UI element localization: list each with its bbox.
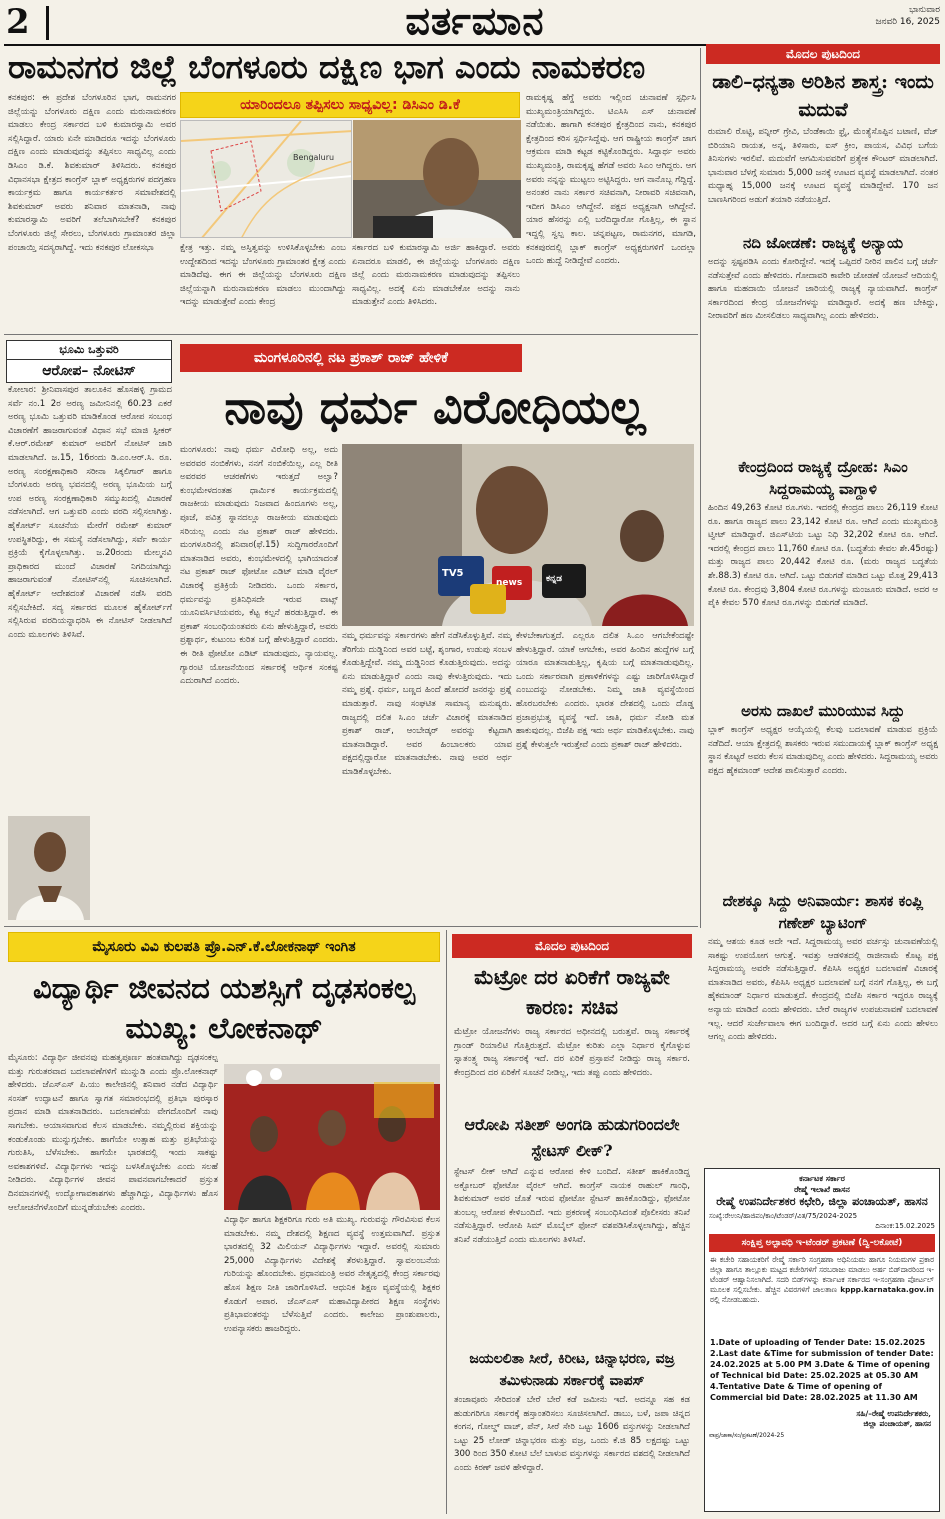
tender-dates: 1.Date of uploading of Tender Date: 15.02.2025 2.Last date &Time for submission of tender Date: 24.02.2025 at 5.00 PM 3.Date & Time of opening of Technical bid Date: 25.02.2025 at 05.30 AM 4.Tentative Date & Time of opening of Commercial bid Date: 28.02.2025 at 11.30 AM xyxy=(710,1338,934,1402)
right-body-2: ಅದನ್ನು ಸ್ಪಷ್ಟಪಡಿಸಿ ಎಂದು ಕೋರಿದ್ದೇನೆ. ಇದಕ್ಕೆ ಒಪ್ಪಿದರೆ ನೀರಿನ ಪಾಲಿನ ಬಗ್ಗೆ ಚರ್ಚೆ ನಡೆಸುತ್ತೇವೆ ಎಂದು ಹೇಳಿದರು. ಗೋದಾವರಿ ಕಾವೇರಿ ಜೋಡಣೆ ಯೋಜನೆ ಆದಿಯಲ್ಲಿ ಹಾಗೂ ಮಹದಾಯಿ ಯೋಜನೆ ಜಾರಿಯಲ್ಲಿ ರಾಜ್ಯಕ್ಕೆ ನ್ಯಾಯವಾಗಿದೆ. ಕಾಂಗ್ರೆಸ್ ಸರ್ಕಾರದಿಂದ ಕೇಂದ್ರ ಯೋಜನೆಗಳನ್ನು ಮಾಡಿದ್ದಾರೆ. ಅದಕ್ಕೆ ಹಣ ಬೇಕಿದ್ದು, ನೀರಾವರಿಗೆ ಹಣ ಮೀಸಲಿಡಲು ಸಾಧ್ಯವಾಗಿಲ್ಲ ಎಂದು ಹೇಳಿದರು. xyxy=(708,257,938,322)
ramesh-photo-graphic xyxy=(8,816,90,920)
map-city-label: Bengaluru xyxy=(293,153,335,162)
right-body-1: ರುಮಾಲಿ ರೊಟ್ಟಿ, ಪನ್ನೀರ್ ಗ್ರೇವಿ, ಬೆಂಡೆಕಾಯಿ ಫ್ರೈ, ಮೆಂತ್ಯೆಸೊಪ್ಪಿನ ಬಟಾಣಿ, ವೆಜ್ ಬಿರಿಯಾನಿ ರಾಯತ, ಅನ್ನ, ತಿಳಿಸಾರು, ಐಸ್ ಕ್ರೀಂ, ಪಾಯಸ, ವಿವಿಧ ಬಗೆಯ ತಿನಿಸುಗಳು ಇರಲಿವೆ. ಮದುವೆಗೆ ಆಗಮಿಸುವವರಿಗೆ ಪ್ರತ್ಯೇಕ ಕೌಂಟರ್ ಮಾಡಲಾಗಿದೆ. ಭಾನುವಾರ ಬೆಳಗ್ಗೆ ಸುಮಾರು 5,000 ಜನಕ್ಕೆ ಊಟದ ವ್ಯವಸ್ಥೆ ಮಾಡಲಾಗಿದೆ. ನಂತರ ಮಧ್ಯಾಹ್ನ 15,000 ಜನಕ್ಕೆ ಊಟದ ವ್ಯವಸ್ಥೆ ಮಾಡಿದ್ದೇವೆ. 170 ಜನ ಬಾಣಸಿಗರಿಂದ ಅಡುಗೆ ತಯಾರಿ ನಡೆಯುತ್ತಿದೆ. xyxy=(708,127,938,205)
right-banner-box xyxy=(706,44,940,64)
column-divider-2 xyxy=(446,930,447,1514)
district-map xyxy=(180,120,352,238)
tender-site[interactable]: kppp.karnataka.gov.in xyxy=(840,1285,934,1294)
lokanath-kicker-box xyxy=(8,932,440,962)
page-number-divider xyxy=(46,6,49,40)
column-divider xyxy=(700,48,701,928)
left-brief-kicker: ಭೂಮಿ ಒತ್ತುವರಿ xyxy=(7,341,171,360)
tender-signature-1: ಸಹಿ/–ರೇಷ್ಮೆ ಉಪನಿರ್ದೇಶಕರು, xyxy=(856,1409,931,1418)
right-body-4: ಬ್ಲಾಕ್ ಕಾಂಗ್ರೆಸ್ ಅಧ್ಯಕ್ಷರ ಆಯ್ಕೆಯಲ್ಲಿ ಕೆಲವು ಬದಲಾವಣೆ ಮಾಡುವ ಪ್ರಕ್ರಿಯೆ ನಡೆದಿದೆ. ಆಯಾ ಕ್ಷೇತ್ರದಲ್ಲಿ ಶಾಸಕರು ಇರುವ ಸಮುದಾಯಕ್ಕೆ ಬ್ಲಾಕ್ ಕಾಂಗ್ರೆಸ್ ಅಧ್ಯಕ್ಷ ಸ್ಥಾನ ಕೊಟ್ಟರೆ ಅವರು ಕೆಲಸ ಮಾಡುವುದಿಲ್ಲ ಎಂದು ಹೇಳಿದರು. ಸಿದ್ದರಾಮಯ್ಯ ಅವರು ಪಕ್ಷದ ಹೈಕಮಾಂಡ್ ಆದೇಶ ಪಾಲಿಸುತ್ತಾರೆ ಎಂದರು. xyxy=(708,725,938,776)
tender-body-end: ರಲ್ಲಿ ನೋಡಬಹುದು. xyxy=(710,1295,760,1304)
right-sub-3: ಕೇಂದ್ರದಿಂದ ರಾಜ್ಯಕ್ಕೆ ದ್ರೋಹ: ಸಿಎಂ ಸಿದ್ದರಾಮಯ್ಯ ವಾಗ್ದಾಳಿ xyxy=(738,458,908,498)
lokanath-headline: ವಿದ್ಯಾರ್ಥಿ ಜೀವನದ ಯಶಸ್ಸಿಗೆ ದೃಢಸಂಕಲ್ಪ ಮುಖ್ಯ: ಲೋಕನಾಥ್ xyxy=(33,971,415,1045)
metro-banner-box xyxy=(452,934,692,958)
lead-col-4: ರಾಮಕೃಷ್ಣ ಹೆಗ್ಡೆ ಅವರು ಇಲ್ಲಿಂದ ಚುನಾವಣೆ ಸ್ಪರ್ಧಿಸಿ ಮುಖ್ಯಮಂತ್ರಿಯಾಗಿದ್ದರು. ಟಿಎಸಿಸಿ ಎಸ್ ಚುನಾವಣೆ ನಡೆಯಿತು. ಹಾಗಾಗಿ ಕನಕಪುರ ಕ್ಷೇತ್ರದಿಂದ ನಾನು, ಕನಕಪುರ ಕ್ಷೇತ್ರದಿಂದ ಕರಿಸ ಸ್ಪರ್ಧಿಸಿದ್ದೆವು. ಆಗ ರಾಷ್ಟ್ರೀಯ ಕಾಂಗ್ರೆಸ್ ಜಾಗ ಆಕ್ರಮಣ ಮಾಡಿ ಕಟ್ಟಡ ಕಟ್ಟಿಕೊಂಡಿದ್ದರು. ಸಿದ್ದಾರ್ಥ ಅವರು ಮುಖ್ಯಮಂತ್ರಿ, ರಾಮಕೃಷ್ಣ ಹೆಗಡೆ ಅವರು ಸಿಎಂ ಆಗಿದ್ದರು. ಆಗ ಅವರು ನನ್ನನ್ನು ಮುಟ್ಟಲು ಅಟ್ಟಿಸಿದ್ದರು. ಆಗ ನಾನೊಬ್ಬ ಗೆದ್ದಿದ್ದೆ. ಅನಂತರ ನಾನು ಸರ್ಕಾರ ಸಚಿವನಾಗಿ, ನೀರಾವರಿ ಸಚಿವನಾಗಿ, ಇದೀಗ ಡಿಸಿಎಂ ಆಗಿದ್ದೇನೆ. ಪಕ್ಷದ ಅಧ್ಯಕ್ಷನಾಗಿ ಆಗಿದ್ದೇನೆ. ಯಾರ ಹೆಸರನ್ನು ಎಲ್ಲಿ ಬರೆದಿದ್ದಾರೋ ಗೊತ್ತಿಲ್ಲ, ಈ ಸ್ಥಾನ ಇದ್ದಲ್ಲಿ ಸ್ವಲ್ಪ ಕಾಲ. ಚನ್ನಪಟ್ಟಣ, ರಾಮನಗರ, ಮಾಗಡಿ, ಕನಕಪುರದಲ್ಲಿ ಬ್ಲಾಕ್ ಕಾಂಗ್ರೆಸ್ ಅಧ್ಯಕ್ಷರುಗಳಿಗೆ ಒಂದಲ್ಲಾ ಒಂದು ಹುದ್ದೆ ನೀಡಿದ್ದೇವೆ ಎಂದರು. xyxy=(526,93,696,267)
left-brief-body: ಕೋಲಾರ: ಶ್ರೀನಿವಾಸಪುರ ತಾಲೂಕಿನ ಹೊಸಹಳ್ಳಿ ಗ್ರಾಮದ ಸರ್ವೆ ನಂ.1 2ರ ಅರಣ್ಯ ಜಮೀನಿನಲ್ಲಿ 60.23 ಎಕರೆ ಅರಣ್ಯ ಭೂಮಿ ಒತ್ತುವರಿ ಮಾಡಿಕೊಂಡ ಆರೋಪ ಸಂಬಂಧ ವಿಚಾರಣೆಗೆ ಹಾಜರಾಗುವಂತೆ ವಿಧಾನ ಸಭೆ ಮಾಜಿ ಸ್ಪೀಕರ್ ಕೆ.ಆರ್.ರಮೇಶ್ ಕುಮಾರ್ ಅವರಿಗೆ ನೋಟಿಸ್ ಜಾರಿ ಮಾಡಲಾಗಿದೆ. ಜ.15, 16ರಂದು ಡಿ.ಎಂ.ಆರ್.ಸಿ. ರೂ. ಅರಣ್ಯ ಸಂರಕ್ಷಣಾಧಿಕಾರಿ ಸರೀನಾ ಸಿಕ್ಕಲಿಗಾರ್ ಹಾಗೂ ಬೆಂಗಳೂರು ಅರಣ್ಯ ಭವನದಲ್ಲಿ ಅರಣ್ಯ ಭೂಮಿಯ ಬಗ್ಗೆ ಉಪ ಅರಣ್ಯ ಸಂರಕ್ಷಣಾಧಿಕಾರಿ ಸಮ್ಮುಖದಲ್ಲಿ ವಿಚಾರಣೆ ನಡೆಸಲಾಗಿದೆ. ಆಗ ಒತ್ತುವರಿ ಎಂದು ವರದಿ ಸಲ್ಲಿಸಲಾಗಿತ್ತು. ಹೈಕೋರ್ಟ್ ಸೂಚನೆಯ ಮೇರೆಗೆ ರಮೇಶ್ ಕುಮಾರ್ ಉಪಸ್ಥಿತರಿದ್ದು, ಈ ಸಮಸ್ಯೆ ನಡೆಸಲಾಗಿದ್ದು, ಸರ್ವೆ ಕಾರ್ಯ ಪ್ರಕ್ರಿಯೆ ಕೈಗೊಳ್ಳಲಾಗಿತ್ತು. ಜ.20ರಂದು ಮೇಲ್ಮನವಿ ಪ್ರಾಧಿಕಾರದ ಮುಂದೆ ವಿಚಾರಣೆ ನಿಗದಿಯಾಗಿದ್ದು ಹಾಜರಾಗುವಂತೆ ನೋಟಿಸ್‌ನಲ್ಲಿ ಸೂಚಿಸಲಾಗಿದೆ. ಹೈಕೋರ್ಟ್ ಆದೇಶದಂತೆ ವಿಚಾರಣೆ ನಡೆಸಿ ವರದಿ ಸಲ್ಲಿಸಬೇಕಿದೆ. ಸದ್ಯ ಸರ್ಕಾರದ ಮೂಲಕ ಹೈಕೋರ್ಟ್‌ಗೆ ಸಲ್ಲಿಸಿರುವ ವರದಿಯನ್ನಾಧರಿಸಿ ಈ ನೋಟಿಸ್ ನೀಡಲಾಗಿದೆ ಎಂದು ಮೂಲಗಳು ತಿಳಿಸಿವೆ. xyxy=(8,385,172,640)
tender-notice xyxy=(704,1168,940,1512)
lead-col-1: ಕನಕಪುರ: ಈ ಪ್ರದೇಶ ಬೆಂಗಳೂರಿನ ಭಾಗ, ರಾಮನಗರ ಜಿಲ್ಲೆಯನ್ನು ಬೆಂಗಳೂರು ದಕ್ಷಿಣ ಎಂದು ಮರುನಾಮಕರಣ ಮಾಡಲು ಕೇಂದ್ರ ಸರ್ಕಾರದ ಬಳಿ ಕುಮಾರಸ್ವಾಮಿ ಅವರ ಸಲ್ಲಿಸಿದ್ದಾರೆ. ಯಾರು ಏನೇ ಮಾಡಿದರೂ ಇದನ್ನು ಬೆಂಗಳೂರು ದಕ್ಷಿಣ ಎಂದು ಮಾಡುವುದನ್ನು ತಪ್ಪಿಸಲು ಸಾಧ್ಯವಿಲ್ಲ ಎಂದು ಡಿಸಿಎಂ ಡಿ.ಕೆ. ಶಿವಕುಮಾರ್ ತಿಳಿಸಿದರು. ಕನಕಪುರ ವಿಧಾನಸಭಾ ಕ್ಷೇತ್ರದ ಕಾಂಗ್ರೆಸ್ ಬ್ಲಾಕ್ ಅಧ್ಯಕ್ಷರುಗಳ ಪದಗ್ರಹಣ ಕಾರ್ಯಕ್ರಮ ಹಾಗೂ ಕಾರ್ಯಕರ್ತರ ಸಮಾವೇಶದಲ್ಲಿ ಶಿವಕುಮಾರ್ ಅವರು ಶನಿವಾರ ಮಾತನಾಡಿ, ನಾವು ಕುಮಾರಸ್ವಾಮಿ ಅವರಿಗೆ ತಲೆಬಾಗಿಸಬೇಕೆ? ಕನಕಪುರ ಬೆಂಗಳೂರು ಜಿಲ್ಲೆ ಸೇರಲು, ಬೆಂಗಳೂರು ಗ್ರಾಮಾಂತರ ಜಿಲ್ಲಾ ಪಂಚಾಯ್ತಿ ಸದಸ್ಯರಾಗಿದ್ದೆ. ಇದು ಕನಕಪುರ ಲೋಕಸಭಾ xyxy=(8,93,176,253)
tender-body-text: ಈ ಕಚೇರಿ ಸಹಾಯಕರಿಗೆ ರೇಷ್ಮೆ ಸರ್ಕಾರಿ ಸಂಗ್ರಹಣಾ ಅಧಿನಿಯಮ ಹಾಗೂ ನಿಯಮಗಳ ಪ್ರಕಾರ ಜಿಲ್ಲಾ ಹಾಗೂ ತಾಲ್ಲೂಕು ಮಟ್ಟದ ಕಚೇರಿಗಳಿಗೆ ಸರಬರಾಜು ಮಾಡಲು ಅರ್ಹ ಬಿಡ್‌ದಾರರಿಂದ ಇ-ಟೆಂಡರ್ ಆಹ್ವಾನಿಸಲಾಗಿದೆ. ಸದರಿ ಬಿಡ್‌ಗಳನ್ನು ಕರ್ನಾಟಕ ಸರ್ಕಾರದ ಇ-ಸಂಗ್ರಹಣಾ ಪೋರ್ಟಲ್ ಮೂಲಕ ಸಲ್ಲಿಸಬೇಕು. ಹೆಚ್ಚಿನ ವಿವರಗಳಿಗೆ ಜಾಲತಾಣ xyxy=(710,1255,934,1294)
date: ಜನವರಿ 16, 2025 xyxy=(875,17,940,27)
satish-body: ಸ್ಟೇಟಸ್ ಲೀಕ್ ಆಗಿದೆ ಎನ್ನುವ ಆರೋಪ ಕೇಳಿ ಬಂದಿದೆ. ಸತೀಶ್ ಹಾಕಿಕೊಂಡಿದ್ದ ಅಕ್ಟೋಬರ್ ಫೋಟೋ ವೈರಲ್ ಆಗಿದೆ. ಕಾಂಗ್ರೆಸ್ ನಾಯಕ ರಾಹುಲ್ ಗಾಂಧಿ, ಶಿವಕುಮಾರ್ ಅವರ ಜೊತೆ ಇರುವ ಫೋಟೋ ಸ್ಟೇಟಸ್ ಹಾಕಿಕೊಂಡಿದ್ದು, ಫೋಟೋ ತುಂಬಲ್ಲ ಆರೋಪ ಕೇಳಿಬಂದಿದೆ. ಇದು ಪ್ರಕರಣಕ್ಕೆ ಸಂಬಂಧಿಸಿದಂತೆ ಪೊಲೀಸರು ತನಿಖೆ ನಡೆಸುತ್ತಿದ್ದಾರೆ. ಆರೋಪಿ ಸಿಮ್ ಮೊಬೈಲ್ ಫೋನ್ ವಶಪಡಿಸಿಕೊಳ್ಳಲಾಗಿದ್ದು, ಹೆಚ್ಚಿನ ತನಿಖೆ ನಡೆಯುತ್ತಿದೆ ಎಂದು ಮೂಲಗಳು ತಿಳಿಸಿವೆ. xyxy=(454,1167,690,1245)
tender-date: ದಿನಾಂಕ:15.02.2025 xyxy=(875,1222,935,1230)
section-divider xyxy=(4,334,698,335)
mic-kannada: ಕನ್ನಡ xyxy=(546,574,563,584)
metro-body: ಮೆಟ್ರೋ ಯೋಜನೆಗಳು ರಾಜ್ಯ ಸರ್ಕಾರದ ಅಧೀನದಲ್ಲಿ ಬರುತ್ತವೆ. ರಾಜ್ಯ ಸರ್ಕಾರಕ್ಕೆ ಗ್ರಾಂಡ್ ರಿಯಾಲಿಟಿ ಗೊತ್ತಿರುತ್ತದೆ. ಮೆಟ್ರೋ ಕುರಿತು ಎಲ್ಲಾ ನಿರ್ಧಾರ ಕೈಗೊಳ್ಳುವ ಸ್ವಾತಂತ್ರ್ಯ ರಾಜ್ಯ ಸರ್ಕಾರಕ್ಕೆ ಇದೆ. ದರ ಏರಿಕೆ ಪ್ರಸ್ತಾಪನೆ ನೀಡಿದ್ದು ರಾಜ್ಯ ಸರ್ಕಾರ. ಕೇಂದ್ರದಿಂದ ದರ ಏರಿಕೆಗೆ ಸೂಚನೆ ನೀಡಿಲ್ಲ, ಇದು ತಪ್ಪು ಎಂದು ಹೇಳಿದರು. xyxy=(454,1027,690,1078)
right-sub-4: ಅರಸು ದಾಖಲೆ ಮುರಿಯುವ ಸಿದ್ದು xyxy=(741,702,905,720)
jayalalitha-body: ತಂಜಾವೂರು ಸೇರಿದಂತೆ ಬೇರೆ ಬೇರೆ ಕಡೆ ಜಮೀನು ಇದೆ. ಅದನ್ನೂ ಸಹ ಕಡ ಹುಡುಗರಿಗೂ ಸರ್ಕಾರಕ್ಕೆ ಹಸ್ತಾಂತರಿಸಲು ಸೂಚಿಸಲಾಗಿದೆ. ಡಾಬು, ಬಳೆ, ಜಪಾ ಚಿನ್ನದ ಕಂಗನ, ಗೋಲ್ಡ್ ವಾಚ್, ಪೆನ್, ಸೀರೆ ಸೇರಿ ಒಟ್ಟು 1606 ವಸ್ತುಗಳನ್ನು ನೀಡಲಾಗಿದೆ ಒಟ್ಟು 25 ಲೋಡ್ ಚಿನ್ನಾಭರಣ ಮತ್ತು ವಜ್ರ, ಒಂದು ಕೆ.ಜಿ 85 ಲಕ್ಷದಷ್ಟು ಒಟ್ಟು 300 ರಿಂದ 350 ಕೋಟಿ ಬೆಲೆ ಬಾಳುವ ವಸ್ತುಗಳನ್ನು ಸರ್ಕಾರದ ವಶದಲ್ಲಿ ನೀಡಲಾಗಿದೆ ಎಂದು ಕಿರಣ್ ಜವಳಿ ಹೇಳಿದ್ದಾರೆ. xyxy=(454,1395,690,1473)
day: ಭಾನುವಾರ xyxy=(909,5,940,15)
lead-headline: ರಾಮನಗರ ಜಿಲ್ಲೆ ಬೆಂಗಳೂರು ದಕ್ಷಿಣ ಭಾಗ ಎಂದು ನಾಮಕರಣ xyxy=(8,48,646,86)
tender-ref: ಸಂಖ್ಯೆ:ರೇಉನಿ/ಹಾಜಿಪಂ/ಕಾಂ/ಟೆಂಡರ್/ವಿತ/75/2024-2025 xyxy=(709,1212,858,1220)
map-graphic xyxy=(181,121,352,238)
lead-col-2: ಕ್ಷೇತ್ರ ಇತ್ತು. ನಮ್ಮ ಅಸ್ತಿತ್ವವನ್ನು ಉಳಿಸಿಕೊಳ್ಳಬೇಕು ಎಂಬ ಉದ್ದೇಶದಿಂದ ಇದನ್ನು ಬೆಂಗಳೂರು ಗ್ರಾಮಾಂತರ ಕ್ಷೇತ್ರ ಎಂದು ಮಾಡಿದೆವು. ಈಗ ಈ ಜಿಲ್ಲೆಯನ್ನು ಬೆಂಗಳೂರು ದಕ್ಷಿಣ ಜಿಲ್ಲೆಯನ್ನಾಗಿ ಮರುನಾಮಕರಣ ಮಾಡಲು ಮುಂದಾಗಿದ್ದು ಇದನ್ನು ಮಾಡುತ್ತೇವೆ ಎಂದು ಕೇಂದ್ರ xyxy=(180,243,346,308)
left-brief-title: ಆರೋಪ– ನೋಟಿಸ್ xyxy=(42,363,136,379)
mic-tv5: TV5 xyxy=(442,568,464,579)
prakash-kicker-box xyxy=(180,344,522,372)
lokanath-col-2: ವಿದ್ಯಾರ್ಥಿ ಹಾಗೂ ಶಿಕ್ಷಕರಿಗೂ ಗುರು ಅತಿ ಮುಖ್ಯ. ಗುರುವನ್ನು ಗೌರವಿಸುವ ಕೆಲಸ ಮಾಡಬೇಕು. ನಮ್ಮ ದೇಶದಲ್ಲಿ ಶಿಕ್ಷಣದ ವ್ಯವಸ್ಥೆ ಉತ್ತಮವಾಗಿದೆ. ಪ್ರಸ್ತುತ ಭಾರತದಲ್ಲಿ 32 ಮಿಲಿಯನ್ ವಿದ್ಯಾರ್ಥಿಗಳು ಇದ್ದಾರೆ. ಅವರಲ್ಲಿ ಸುಮಾರು 25,000 ವಿದ್ಯಾರ್ಥಿಗಳು ವಿದೇಶಕ್ಕೆ ತೆರಳುತ್ತಿದ್ದಾರೆ. ಸ್ವಾವಲಂಬನೆಯ ಗುರಿಯನ್ನು ಹೊಂದಬೇಕು. ಪ್ರಧಾನಮಂತ್ರಿ ಅವರ ನೇತೃತ್ವದಲ್ಲಿ ಕೇಂದ್ರ ಸರ್ಕಾರವು ಹೊಸ ಶಿಕ್ಷಣ ನೀತಿ ಜಾರಿಗೊಳಿಸಿದೆ. ಆಧುನಿಕ ಶಿಕ್ಷಣ ವ್ಯವಸ್ಥೆಯಲ್ಲಿ ಶಿಕ್ಷಕರ ಕೊಡುಗೆ ಅಪಾರ. ಜೆಎಸ್‌ಎಸ್ ಮಹಾವಿದ್ಯಾಪೀಠದ ಶಿಕ್ಷಣ ಸಂಸ್ಥೆಗಳು ಪ್ರತಿಭಾವಂತರನ್ನು ಬೆಳೆಸುತ್ತಿವೆ ಎಂದರು. ಕಾಲೇಜು ಪ್ರಾಂಶುಪಾಲರು, ಉಪನ್ಯಾಸಕರು ಹಾಜರಿದ್ದರು. xyxy=(224,1215,440,1334)
lokanath-kicker: ಮೈಸೂರು ವಿವಿ ಕುಲಪತಿ ಪ್ರೊ.ಎನ್.ಕೆ.ಲೋಕನಾಥ್ ಇಂಗಿತ xyxy=(8,932,440,962)
right-sub-5: ದೇಶಕ್ಕೂ ಸಿದ್ದು ಅನಿವಾರ್ಯ: ಶಾಸಕ ಕಂಪ್ಲಿ ಗಣೇಶ್ ಬ್ಯಾಟಿಂಗ್ xyxy=(722,892,924,932)
date-block xyxy=(840,4,940,28)
dk-photo-graphic xyxy=(353,120,521,238)
prakash-kicker: ಮಂಗಳೂರಿನಲ್ಲಿ ನಟ ಪ್ರಕಾಶ್ ರಾಜ್ ಹೇಳಿಕೆ xyxy=(180,344,522,372)
lead-kicker: ಯಾರಿಂದಲೂ ತಪ್ಪಿಸಲು ಸಾಧ್ಯವಿಲ್ಲ: ಡಿಸಿಎಂ ಡಿ.ಕೆ xyxy=(180,92,520,118)
lead-kicker-box xyxy=(180,92,520,118)
metro-title: ಮೆಟ್ರೋ ದರ ಏರಿಕೆಗೆ ರಾಜ್ಯವೇ ಕಾರಣ: ಸಚಿವ xyxy=(474,965,670,1019)
tender-body xyxy=(705,1255,939,1335)
right-body-5: ನಮ್ಮ ಆಶಯ ಕೂಡ ಅದೇ ಇದೆ. ಸಿದ್ದರಾಮಯ್ಯ ಅವರ ವರ್ಚಸ್ಸು ಚುನಾವಣೆಯಲ್ಲಿ ಸಾಕಷ್ಟು ಉಪಯೋಗ ಆಗುತ್ತೆ. ಇವತ್ತು ಆಡಳಿತದಲ್ಲಿ ರಾಜೀನಾಮೆ ಕೊಟ್ಟ ಪಕ್ಷ ಸಿದ್ದರಾಮಯ್ಯ ಅವರೇ ನಡೆಸುತ್ತಿದ್ದಾರೆ. ಕೆಪಿಸಿಸಿ ಅಧ್ಯಕ್ಷರ ಬದಲಾವಣೆ ವಿಚಾರಕ್ಕೆ ಮಾತನಾಡಿದ ಅವರು, ಕೆಪಿಸಿಸಿ ಅಧ್ಯಕ್ಷರ ಬದಲಾವಣೆ ಬಗ್ಗೆ ನನಗೆ ಗೊತ್ತಿಲ್ಲ, ಈ ಬಗ್ಗೆ ಹೈಕಮಾಂಡ್ ನಿರ್ಧಾರ ಮಾಡುತ್ತದೆ. ಕೇಂದ್ರದಲ್ಲಿ ಬಿಜೆಪಿ ಸರ್ಕಾರ ಇದ್ದರೂ ರಾಜ್ಯಕ್ಕೆ ಅನ್ಯಾಯ ಮಾಡಿದೆ ಎಂದು ಹೇಳಿದರು. ಬೇರೆ ರಾಜ್ಯಗಳ ಉಪಚುನಾವಣೆ ಬದಲಾವಣೆ ಇಲ್ಲ. ಆದರೆ ಸುರ್ಜೇವಾಲಾ ಈಗ ಬಂದಿದ್ದಾರೆ. ಅದರ ಬಗ್ಗೆ ಏನು ಎಂದು ಹೇಳಲು ಆಗಲ್ಲ ಎಂದು ಹೇಳಿದರು. xyxy=(708,937,938,1043)
prakash-col-3: ಕೇಳಬೇಕಾಗುತ್ತದೆ. ಎಲ್ಲರೂ ದಲಿತ ಸಿ.ಎಂ ಆಗಬೇಕೆಂದಷ್ಟೇ ಹೇಳುತ್ತಿದ್ದಾರೆ. ಯಾಕೆ ಆಗಬೇಕು, ಅವರ ಹಿಂದಿನ ಹುದ್ದೆಗಳ ಬಗ್ಗೆ ಯಾರೂ ಮಾತನಾಡುತ್ತಿಲ್ಲ, ಕೃಷಿಯ ಬಗ್ಗೆ ಮಾತನಾಡುವುದಿಲ್ಲ. ಒಂದು ಸರ್ಕಾರವಾಗಿ ಪ್ರಣಾಳಿಕೆಗಳನ್ನು ಎಷ್ಟು ಜಾರಿಗೊಳಿಸಿದ್ದಾರೆ ಎಂಬುದನ್ನು ನೋಡಬೇಕು. ನಿಮ್ಮ ಜಾತಿ ವ್ಯವಸ್ಥೆಯಿಂದ ಹೊರಬರಬೇಕು ಎಂದರು. ಭಾರತ ದೇಶದಲ್ಲಿ ಒಂದು ದೊಡ್ಡ ಪ್ರಜಾಪ್ರಭುತ್ವ ವ್ಯವಸ್ಥೆ ಇದೆ. ಜಾತಿ, ಧರ್ಮ ನೋಡಿ ಮತ ಹಾಕುವುದಲ್ಲ. ಬಿಜೆಪಿ ಪಕ್ಷ ಇದು ಅರ್ಥ ಮಾಡಿಕೊಳ್ಳಬೇಕು. ನಾವು ಪ್ರಶ್ನೆ ಕೇಳುತ್ತಲೇ ಇರುತ್ತೇವೆ ಎಂದು ಪ್ರಕಾಶ್ ರಾಜ್ ಹೇಳಿದರು. xyxy=(516,631,694,750)
prakash-photo-graphic xyxy=(342,444,694,626)
prakash-col-2: ನಮ್ಮ ಧರ್ಮವನ್ನು ಸರ್ಕಾರಗಳು ಹೇಗೆ ನಡೆಸಿಕೊಳ್ಳುತ್ತಿವೆ. ನಮ್ಮ ತೆರಿಗೆಯ ದುಡ್ಡಿನಿಂದ ಅವರ ಬಟ್ಟೆ, ಶೃಂಗಾರ, ಉಡುಪು ಸಂಬಳ ಕೊಡುತ್ತಿದ್ದೇವೆ. ನಮ್ಮ ದುಡ್ಡಿನಿಂದ ಕೊಡುತ್ತಿರುವುದು. ಅದನ್ನು ಏನು ಮಾಡುತ್ತಿದ್ದಾರೆ ಎಂದು ನಾವು ಕೇಳುತ್ತಿರುವುದು. ಇದು ನಮ್ಮ ಪ್ರಶ್ನೆ. ಧರ್ಮ, ಬಣ್ಣದ ಹಿಂದೆ ಹೋದರೆ ಜನರನ್ನು ಪ್ರಶ್ನೆ ಮಾಡುತ್ತಾರೆ. ನಾವು ಸಂಘಟಿತ ಸಾಮಾನ್ಯ ಮನುಷ್ಯರು. ರಾಜ್ಯದಲ್ಲಿ ದಲಿತ ಸಿ.ಎಂ ಚರ್ಚೆ ವಿಚಾರಕ್ಕೆ ಮಾತನಾಡಿದ ಪ್ರಕಾಶ್ ರಾಜ್, ಆಂಬೇಡ್ಕರ್ ಅವರನ್ನು ಕೆಟ್ಟದಾಗಿ ಮಾತನಾಡಿದ್ದಾರೆ. ಅವರ ಹಿಂಬಾಲಕರು ಯಾವ ಪಕ್ಷದಲ್ಲಿದ್ದಾರೋ ಮಾತನಾಡಬೇಕು. ನಾವು ಅವರ ಅರ್ಥ ಮಾಡಿಕೊಳ್ಳಬೇಕು. xyxy=(342,631,512,777)
tender-footer: ವಾಪ್ರ/ಜಾಕಾ/ಸಂ/ಪ್ರಕಟಣೆ/2024-25 xyxy=(709,1432,785,1439)
left-brief-box xyxy=(6,340,172,383)
section-divider-2 xyxy=(4,926,698,927)
right-sub-2: ನದಿ ಜೋಡಣೆ: ರಾಜ್ಯಕ್ಕೆ ಅನ್ಯಾಯ xyxy=(742,234,904,252)
metro-banner: ಮೊದಲ ಪುಟದಿಂದ xyxy=(452,934,692,958)
tender-line-1: ಕರ್ನಾಟಕ ಸರ್ಕಾರ xyxy=(799,1173,845,1183)
tender-line-2: ರೇಷ್ಮೆ ಇಲಾಖೆ ಹಾಸನ xyxy=(794,1184,850,1194)
right-banner: ಮೊದಲ ಪುಟದಿಂದ xyxy=(706,44,940,64)
masthead: ವರ್ತಮಾನ xyxy=(405,0,545,43)
dk-shivakumar-photo xyxy=(353,120,521,238)
prakash-raj-photo xyxy=(342,444,694,626)
lokanath-col-1: ಮೈಸೂರು: ವಿದ್ಯಾರ್ಥಿ ಜೀವನವು ಮಹತ್ವಪೂರ್ಣ ಹಂತವಾಗಿದ್ದು ದೃಢಸಂಕಲ್ಪ ಮತ್ತು ಗುರುತರವಾದ ಬದಲಾವಣೆಗಳಿಗೆ ಮುನ್ನುಡಿ ಎಂದು ಪ್ರೊ.ಲೋಕನಾಥ್ ಹೇಳಿದರು. ಜೆಎಸ್‌ಎಸ್ ಪಿ.ಯು ಕಾಲೇಜಿನಲ್ಲಿ ಶನಿವಾರ ನಡೆದ ವಿದ್ಯಾರ್ಥಿ ಸಂಸತ್ ಉದ್ಘಾಟನೆ ಹಾಗೂ ಸ್ವಾಗತ ಸಮಾರಂಭದಲ್ಲಿ ಪ್ರತಿಭಾ ಪುರಸ್ಕಾರ ಪ್ರದಾನ ಮಾಡಿ ಮಾತನಾಡಿದರು. ಬದಲಾವಣೆಯ ವೇಗದೊಂದಿಗೆ ನಾವು ಸಾಗಬೇಕು. ಆಯಾಸವಾಗುವ ಕೆಲಸ ಮಾಡಬೇಕು. ನಮ್ಮಲ್ಲಿರುವ ಶಕ್ತಿಯನ್ನು ಕಂಡುಕೊಂಡು ಮುನ್ನುಗ್ಗಬೇಕು. ಹಾಗೆಯೇ ಉತ್ಸಾಹ ಮತ್ತು ಪ್ರತಿಭೆಯನ್ನು ಗುರುತಿಸಿ, ಬೆಳೆಸಬೇಕು. ಹಾಗೆಯೇ ಭಾರತದಲ್ಲಿ ಇಂದು ಸಾಕಷ್ಟು ಅವಕಾಶಗಳಿವೆ. ವಿದ್ಯಾರ್ಥಿಗಳು ಇದನ್ನು ಬಳಸಿಕೊಳ್ಳಬೇಕು ಎಂದು ಸಲಹೆ ನೀಡಿದರು. ವಿದ್ಯಾರ್ಥಿಗಳ ಜೀವನ ಪಾವನವಾಗಬೇಕಾದರೆ ಪ್ರಸ್ತುತ ದಿನಮಾನಗಳಲ್ಲಿ ಉದ್ಯೋಗಾವಕಾಶಗಳು ಹೆಚ್ಚಾಗಿದ್ದು, ವಿದ್ಯಾರ್ಥಿಗಳು ಹೊಸ ಆಲೋಚನೆಗಳೊಂದಿಗೆ ಮುನ್ನಡೆಯಬೇಕು ಎಂದರು. xyxy=(8,1053,218,1213)
tender-signature-2: ಜಿಲ್ಲಾ ಪಂಚಾಯತ್, ಹಾಸನ xyxy=(863,1419,931,1428)
prakash-col-1: ಮಂಗಳೂರು: ನಾವು ಧರ್ಮ ವಿರೋಧಿ ಅಲ್ಲ, ಅದು ಅವರವರ ನಂಬಿಕೆಗಳು, ನನಗೆ ನಂಬಿಕೆಯಿಲ್ಲ, ಎಲ್ಲ ರೀತಿ ಅವರವರ ಆಚರಣೆಗಳು ಇರುತ್ತದೆ ಅಲ್ವಾ? ಕುಂಭಮೇಳದಂತಹ ಧಾರ್ಮಿಕ ಕಾರ್ಯಕ್ರಮದಲ್ಲಿ ರಾಜಕೀಯ ಮಾಡುವುದು ನಿಜವಾದ ಹಿಂದೂಗಳು ಅಲ್ಲ, ಪೂಜೆ, ಪವಿತ್ರ ಸ್ನಾನದಲ್ಲೂ ರಾಜಕೀಯ ಮಾಡುವುದು ಸರಿಯಲ್ಲ ಎಂದು ನಟ ಪ್ರಕಾಶ್ ರಾಜ್ ಹೇಳಿದರು. ಮಂಗಳೂರಿನಲ್ಲಿ ಶನಿವಾರ(ಫೆ.15) ಸುದ್ದಿಗಾರರೊಂದಿಗೆ ಮಾತನಾಡಿದ ಅವರು, ಕುಂಭಮೇಳದಲ್ಲಿ ಭಾಗಿಯಾದಂತೆ ನಟ ಪ್ರಕಾಶ್ ರಾಜ್ ಫೋಟೋ ಎಡಿಟ್ ಮಾಡಿ ವೈರಲ್ ವಿಚಾರಕ್ಕೆ ಪ್ರತಿಕ್ರಿಯೆ ನೀಡಿದರು. ಒಂದು ಸರ್ಕಾರ, ಧರ್ಮವನ್ನು ಪ್ರತಿನಿಧಿಸದೇ ಇರುವ ವಾಟ್ಸ್ ಯೂನಿವರ್ಸಿಟಿಯವರು, ಕೆಟ್ಟ ಕಲ್ಪನೆ ಹರಡುತ್ತಿದ್ದಾರೆ. ಈ ಪ್ರಕಾಶ್ ಸಂಬಂಧಿಯಂತವರು ಏನು ಹೇಳುತ್ತಿದ್ದಾರೆ, ಅವರು ಪ್ರಶ್ನಾರ್ಥ, ಕುಟುಂಬ ಕುರಿತ ಬಗ್ಗೆ ಹೇಳುತ್ತಿದ್ದಾರೆ ಎಂದರು. ಈ ರೀತಿ ಫೋಟೋ ಎಡಿಟ್ ಮಾಡುವುದು, ನ್ಯಾಯವಲ್ಲ. ಗ್ಯಾರಂಟಿ ಯೋಜನೆಯಿಂದ ಸರ್ಕಾರಕ್ಕೆ ಆರ್ಥಿಕ ಸಂಕಷ್ಟ ಎದುರಾಗಿದೆ ಎಂದರು. xyxy=(180,445,338,687)
jayalalitha-title: ಜಯಲಲಿತಾ ಸೀರೆ, ಕಿರೀಟ, ಚಿನ್ನಾಭರಣ, ವಜ್ರ ತಮಿಳುನಾಡು ಸರ್ಕಾರಕ್ಕೆ ವಾಪಸ್ xyxy=(469,1351,675,1389)
lokanath-photo xyxy=(224,1064,440,1210)
prakash-headline: ನಾವು ಧರ್ಮ ವಿರೋಧಿಯಲ್ಲ xyxy=(224,380,646,434)
page-number: 2 xyxy=(6,2,30,42)
tender-banner: ಸಂಕ್ಷಿಪ್ತ ಅಲ್ಪಾವಧಿ ಇ-ಟೆಂಡರ್ ಪ್ರಕಟಣೆ (ದ್ವಿ-ಲಕೋಟೆ) xyxy=(709,1234,935,1252)
tender-office: ರೇಷ್ಮೆ ಉಪನಿರ್ದೇಶಕರ ಕಛೇರಿ, ಜಿಲ್ಲಾ ಪಂಚಾಯತ್, ಹಾಸನ xyxy=(716,1195,928,1208)
lead-col-3: ಸರ್ಕಾರದ ಬಳಿ ಕುಮಾರಸ್ವಾಮಿ ಅರ್ಜಿ ಹಾಕಿದ್ದಾರೆ. ಅವರು ಏನಾದರೂ ಮಾಡಲಿ, ಈ ಜಿಲ್ಲೆಯನ್ನು ಬೆಂಗಳೂರು ದಕ್ಷಿಣ ಜಿಲ್ಲೆ ಎಂದು ಮರುನಾಮಕರಣ ಮಾಡುವುದನ್ನು ತಪ್ಪಿಸಲು ಸಾಧ್ಯವಿಲ್ಲ. ಅದಕ್ಕೆ ಏನು ಮಾಡಬೇಕೋ ಅದನ್ನು ನಾನು ಮಾಡುತ್ತೇನೆ ಎಂದು ತಿಳಿಸಿದರು. xyxy=(352,243,520,308)
lokanath-photo-graphic xyxy=(224,1064,440,1210)
mic-news: news xyxy=(496,578,523,588)
right-title: ಡಾಲಿ–ಧನ್ಯತಾ ಅರಿಶಿನ ಶಾಸ್ತ್ರ: ಇಂದು ಮದುವೆ xyxy=(712,71,934,121)
ramesh-kumar-photo xyxy=(8,816,90,920)
right-body-3: ಹಿಂದಿನ 49,263 ಕೋಟಿ ರೂ.ಗಳು. ಇದರಲ್ಲಿ ಕೇಂದ್ರದ ಪಾಲು 26,119 ಕೋಟಿ ರೂ. ಹಾಗೂ ರಾಜ್ಯದ ಪಾಲು 23,142 ಕೋಟಿ ರೂ. ಆಗಿದೆ ಎಂದು ಮುಖ್ಯಮಂತ್ರಿ ಟ್ವೀಟ್ ಮಾಡಿದ್ದಾರೆ. ಜಿಎಸ್‌ಟಿಯ ಒಟ್ಟು ನಿಧಿ 32,202 ಕೋಟಿ ರೂ. ಆಗಿದೆ. ಇದರಲ್ಲಿ ಕೇಂದ್ರದ ಪಾಲು 11,760 ಕೋಟಿ ರೂ. (ಬದ್ಧತೆಯ ಕೇವಲ ಶೇ.45ರಷ್ಟು) ಮತ್ತು ರಾಜ್ಯದ ಪಾಲು 20,442 ಕೋಟಿ ರೂ. (ಮರು ರಾಜ್ಯದ ಬದ್ಧತೆಯ ಶೇ.88.3) ಕೋಟಿ ರೂ. ಆಗಿದೆ. ಒಟ್ಟು ಬಿಡುಗಡೆ ಮಾಡಿದ ಒಟ್ಟು ಮೊತ್ತ 29,413 ಕೋಟಿ ರೂ. ಕೇಂದ್ರವು 3,804 ಕೋಟಿ ರೂ.ಗಳನ್ನು ಮಂಜೂರು ಮಾಡಿದೆ. ಅದರ ಆ ಪೈಕಿ ಕೇವಲ 570 ಕೋಟಿ ರೂ.ಗಳನ್ನು ಬಿಡುಗಡೆ ಮಾಡಿದೆ. xyxy=(708,503,938,609)
satish-title: ಆರೋಪಿ ಸತೀಶ್ ಅಂಗಡಿ ಹುಡುಗರಿಂದಲೇ ಸ್ಟೇಟಸ್ ಲೀಕ್? xyxy=(464,1115,680,1160)
